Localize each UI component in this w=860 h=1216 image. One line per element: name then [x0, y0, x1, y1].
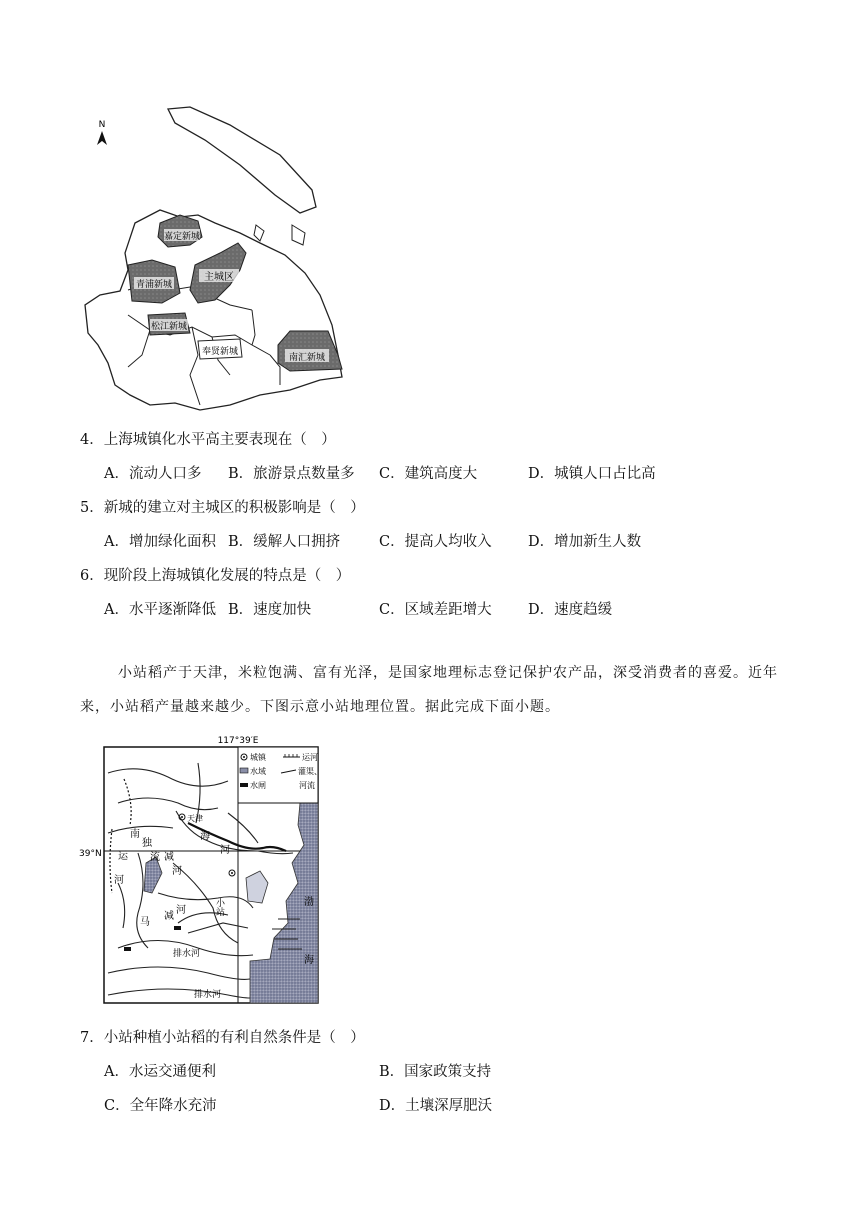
- bohai-label-2: 海: [304, 955, 314, 966]
- sluice-icon: [124, 947, 131, 951]
- haihe-label-1: 海: [200, 831, 210, 842]
- legend: [238, 747, 322, 803]
- question-6-stem: 6．现阶段上海城镇化发展的特点是（ ）: [80, 568, 351, 584]
- q7-option-a[interactable]: A．水运交通便利: [104, 1064, 216, 1080]
- majian-label-1: 马: [140, 917, 150, 928]
- nanhui-label: 南汇新城: [288, 353, 326, 363]
- q5-option-c[interactable]: C．提高人均收入: [379, 534, 492, 550]
- bohai-label-1: 渤: [304, 897, 314, 908]
- legend-canal: 运河: [302, 753, 318, 762]
- passage-line-2: 来，小站稻产量越来越少。下图示意小站地理位置。据此完成下面小题。: [80, 699, 560, 715]
- shanghai-map: [80, 105, 350, 420]
- duliujian-label-3: 减: [164, 852, 174, 863]
- nanyunhe-label-2: 运: [118, 851, 128, 862]
- majian-label-3: 河: [176, 905, 186, 916]
- water-legend-icon: [240, 768, 248, 773]
- nanyunhe-label-3: 河: [114, 875, 124, 886]
- latitude-label: 39°N: [79, 849, 102, 859]
- qingpu-label: 青浦新城: [135, 280, 173, 290]
- nanyunhe-label-1: 南: [130, 829, 140, 840]
- q4-option-a[interactable]: A．流动人口多: [104, 466, 202, 482]
- question-5-stem: 5．新城的建立对主城区的积极影响是（ ）: [80, 500, 365, 516]
- legend-river: 河流: [299, 781, 315, 790]
- sluice-icon: [174, 926, 181, 930]
- haihe-label-2: 河: [220, 845, 230, 856]
- north-label: N: [98, 120, 106, 130]
- xiaozhan-label: 小站: [214, 898, 224, 916]
- main-city-label: 主城区: [204, 272, 234, 283]
- tianjin-label: 天津: [187, 814, 203, 823]
- legend-sluice: 水闸: [250, 781, 266, 790]
- songjiang-label: 松江新城: [150, 322, 188, 332]
- fengxian-label: 奉贤新城: [201, 347, 239, 357]
- paishuihe-label-1: 排水河: [173, 949, 201, 959]
- passage-line-1: 小站稻产于天津，米粒饱满、富有光泽，是国家地理标志登记保护农产品，深受消费者的喜爱。近年: [118, 665, 778, 681]
- q6-option-b[interactable]: B．速度加快: [228, 602, 312, 618]
- longitude-label: 117°39′E: [217, 736, 259, 746]
- question-4-stem: 4．上海城镇化水平高主要表现在（ ）: [80, 432, 336, 448]
- q6-option-a[interactable]: A．水平逐渐降低: [104, 602, 216, 618]
- legend-ditch: 灌渠、: [298, 767, 322, 776]
- q5-option-d[interactable]: D．增加新生人数: [528, 534, 642, 550]
- xiaozhan-map: [78, 733, 328, 1008]
- jiading-label: 嘉定新城: [163, 232, 201, 242]
- q6-option-c[interactable]: C．区域差距增大: [379, 602, 492, 618]
- q6-option-d[interactable]: D．速度趋缓: [528, 602, 613, 618]
- q4-option-d[interactable]: D．城镇人口占比高: [528, 466, 656, 482]
- q5-option-a[interactable]: A．增加绿化面积: [104, 534, 216, 550]
- paishuihe-label-2: 排水河: [194, 990, 222, 1000]
- legend-water: 水域: [250, 767, 266, 776]
- q7-option-c[interactable]: C．全年降水充沛: [104, 1098, 217, 1114]
- q4-option-b[interactable]: B．旅游景点数量多: [228, 466, 355, 482]
- legend-town: 城镇: [250, 753, 266, 762]
- duliujian-label-2: 流: [150, 852, 160, 863]
- sluice-legend-icon: [240, 783, 248, 787]
- q5-option-b[interactable]: B．缓解人口拥挤: [228, 534, 341, 550]
- q7-option-d[interactable]: D．土壤深厚肥沃: [379, 1098, 493, 1114]
- duliujian-label-4: 河: [172, 866, 182, 877]
- north-arrow-icon: [97, 120, 107, 145]
- q7-option-b[interactable]: B．国家政策支持: [379, 1064, 492, 1080]
- duliujian-label-1: 独: [142, 838, 152, 849]
- chongming-island: [168, 107, 316, 213]
- q4-option-c[interactable]: C．建筑高度大: [379, 466, 478, 482]
- question-7-stem: 7．小站种植小站稻的有利自然条件是（ ）: [80, 1030, 365, 1046]
- majian-label-2: 减: [164, 911, 174, 922]
